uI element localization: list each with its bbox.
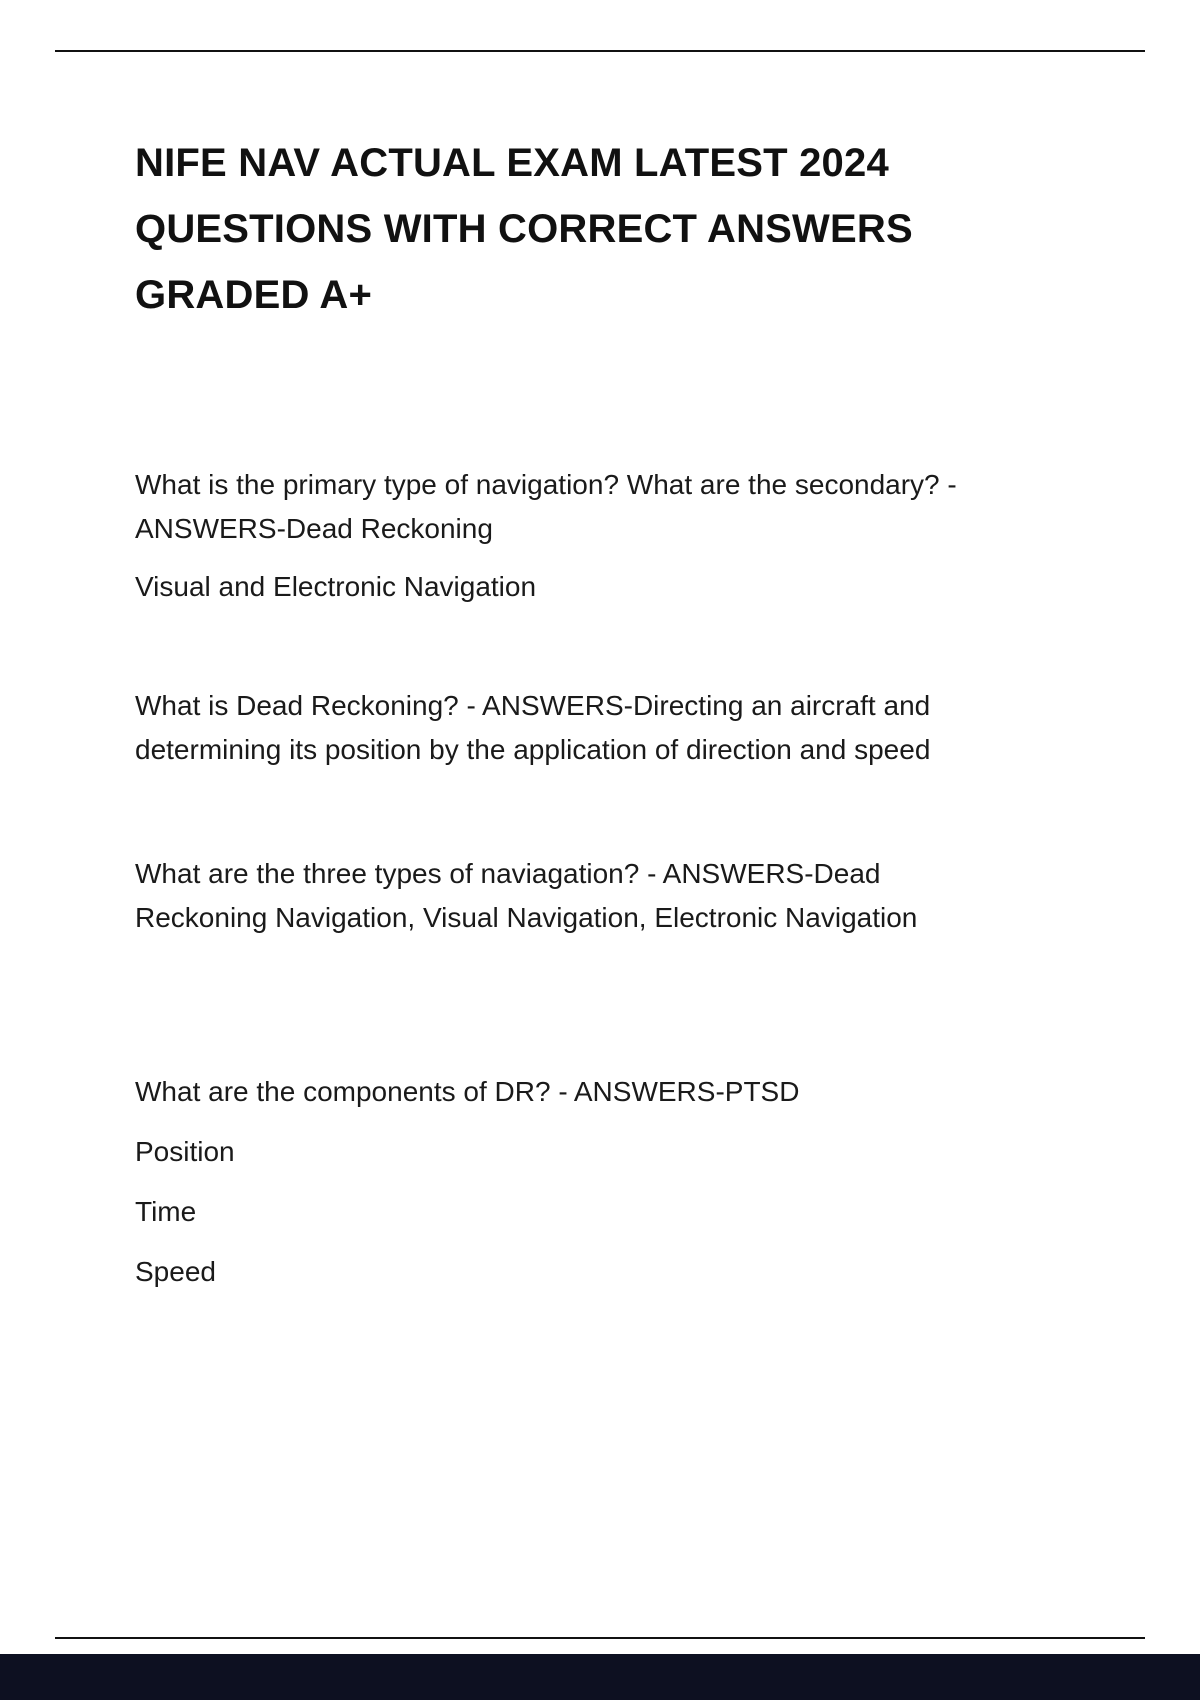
qa-answer-4-item-speed: Speed <box>135 1256 216 1287</box>
qa-question-3: What are the three types of naviagation? - ANSWERS-Dead Reckoning Navigation, Visual Navigation, Electronic Navigation <box>135 858 918 933</box>
qa-question-4: What are the components of DR? - ANSWERS-PTSD <box>135 1076 800 1107</box>
bottom-divider <box>55 1637 1145 1639</box>
document-body <box>135 0 1015 1294</box>
qa-answer-1-continued: Visual and Electronic Navigation <box>135 571 537 602</box>
footer-bar <box>0 1654 1200 1700</box>
qa-answer-4-item-position: Position <box>135 1136 235 1167</box>
qa-question-2: What is Dead Reckoning? - ANSWERS-Directing an aircraft and determining its position by the application of direction and speed <box>135 690 931 765</box>
qa-answer-4-item-time: Time <box>135 1196 197 1227</box>
qa-question-1: What is the primary type of navigation? What are the secondary? - ANSWERS-Dead Reckoning <box>135 469 957 544</box>
document-title: NIFE NAV ACTUAL EXAM LATEST 2024 QUESTIONS WITH CORRECT ANSWERS GRADED A+ <box>135 141 913 317</box>
